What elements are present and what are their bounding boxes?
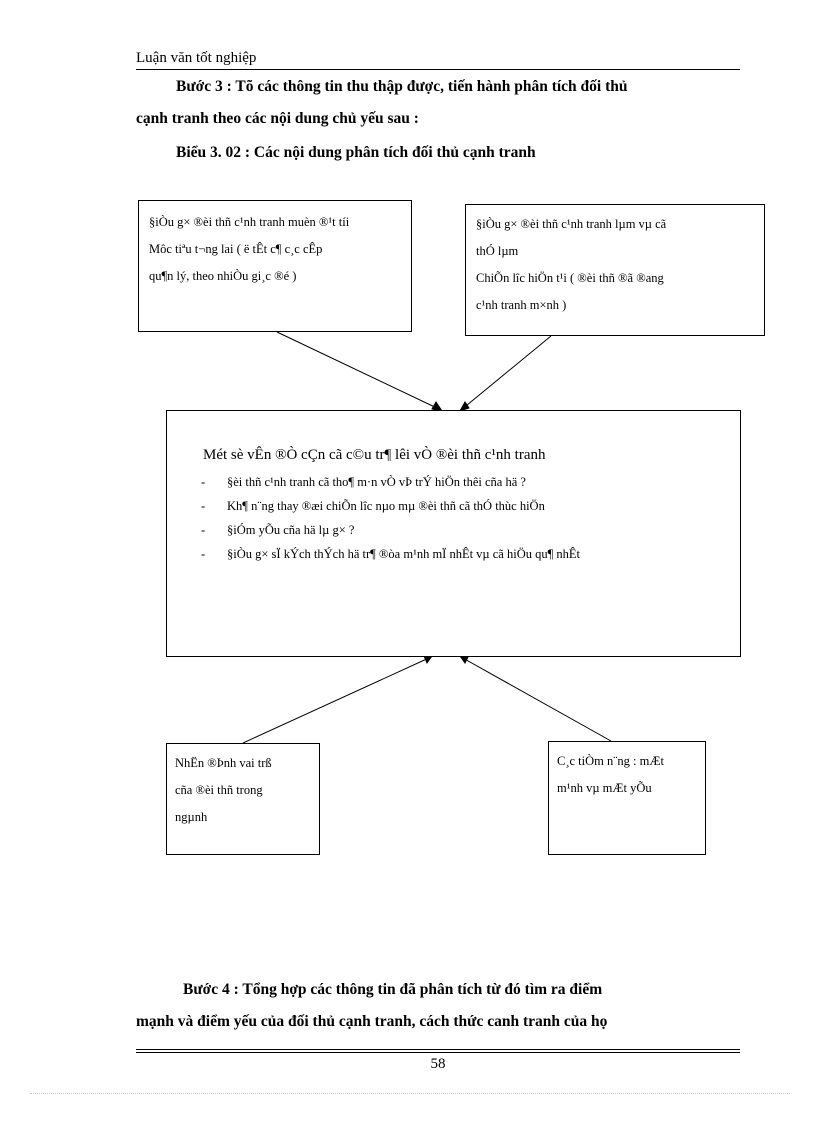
box-capabilities [548, 741, 706, 855]
footer-rule [136, 1052, 740, 1053]
box-key-questions [166, 410, 741, 657]
box-strategy [465, 204, 765, 336]
page-number: 58 [430, 1056, 446, 1072]
box-role-line3: ngµnh [175, 810, 208, 824]
box-strategy-line2: thÓ lµm [476, 244, 519, 258]
key-question-item: - §èi thñ c¹nh tranh cã tho¶ m·n vÒ vÞ trÝ hiÖn thêi cña hä ? [201, 470, 726, 494]
box-role-line2: cña ®èi thñ trong [175, 783, 263, 797]
figure-caption: Biểu 3. 02 : Các nội dung phân tích đối thủ cạnh tranh [176, 144, 536, 161]
step3-line1: Bước 3 : Tõ các thông tin thu thập được, tiến hành phân tích đối thủ [176, 78, 628, 95]
key-questions-list [201, 470, 726, 566]
box-strategy-line3: ChiÕn lîc hiÖn t¹i ( ®èi thñ ®ã ®ang [476, 271, 664, 285]
arrow-top-right [461, 336, 551, 410]
step4-line1: Bước 4 : Tổng hợp các thông tin đã phân tích từ đó tìm ra điểm [183, 981, 603, 998]
key-question-item: - §iÒu g× sÏ kÝch thÝch hä tr¶ ®òa m¹nh mÏ nhÊt vµ cã hiÖu qu¶ nhÊt [201, 542, 726, 566]
box-strategy-line4: c¹nh tranh m×nh ) [476, 298, 567, 312]
key-question-item: - Kh¶ n¨ng thay ®æi chiÕn lîc nµo mµ ®èi thñ cã thÓ thùc hiÖn [201, 494, 726, 518]
box-role-line1: NhËn ®Þnh vai trß [175, 756, 272, 770]
box-goals-line1: §iÒu g× ®èi thñ c¹nh tranh muèn ®¹t tíi [149, 215, 350, 229]
box-goals-line2: Môc tiªu t¬ng lai ( ë tÊt c¶ c¸c cÊp [149, 242, 323, 256]
box-goals-line3: qu¶n lý, theo nhiÒu gi¸c ®é ) [149, 269, 297, 283]
box-capabilities-line1: C¸c tiÒm n¨ng : mÆt [557, 754, 664, 768]
box-strategy-line1: §iÒu g× ®èi thñ c¹nh tranh lµm vµ cã [476, 217, 667, 231]
key-questions-title: Mét sè vÊn ®Ò cÇn cã c©u tr¶ lêi vÒ ®èi thñ c¹nh tranh [203, 447, 546, 463]
arrowhead-bottom-right [460, 656, 468, 663]
key-question-item: - §iÓm yÕu cña hä lµ g× ? [201, 518, 726, 542]
running-header: Luận văn tốt nghiệp [136, 50, 257, 66]
arrow-bottom-left [243, 657, 431, 743]
footer-rule [136, 1049, 740, 1050]
step3-line2: cạnh tranh theo các nội dung chủ yếu sau : [136, 110, 419, 127]
arrow-top-left [277, 332, 441, 410]
arrowhead-bottom-left [424, 656, 432, 663]
box-goals [138, 200, 412, 332]
step4-line2: mạnh và điểm yếu của đối thủ cạnh tranh, cách thức canh tranh của họ [136, 1013, 608, 1030]
box-role [166, 743, 320, 855]
box-capabilities-line2: m¹nh vµ mÆt yÕu [557, 781, 652, 795]
page-edge-dotted [30, 1093, 790, 1094]
arrow-bottom-right [461, 657, 611, 741]
